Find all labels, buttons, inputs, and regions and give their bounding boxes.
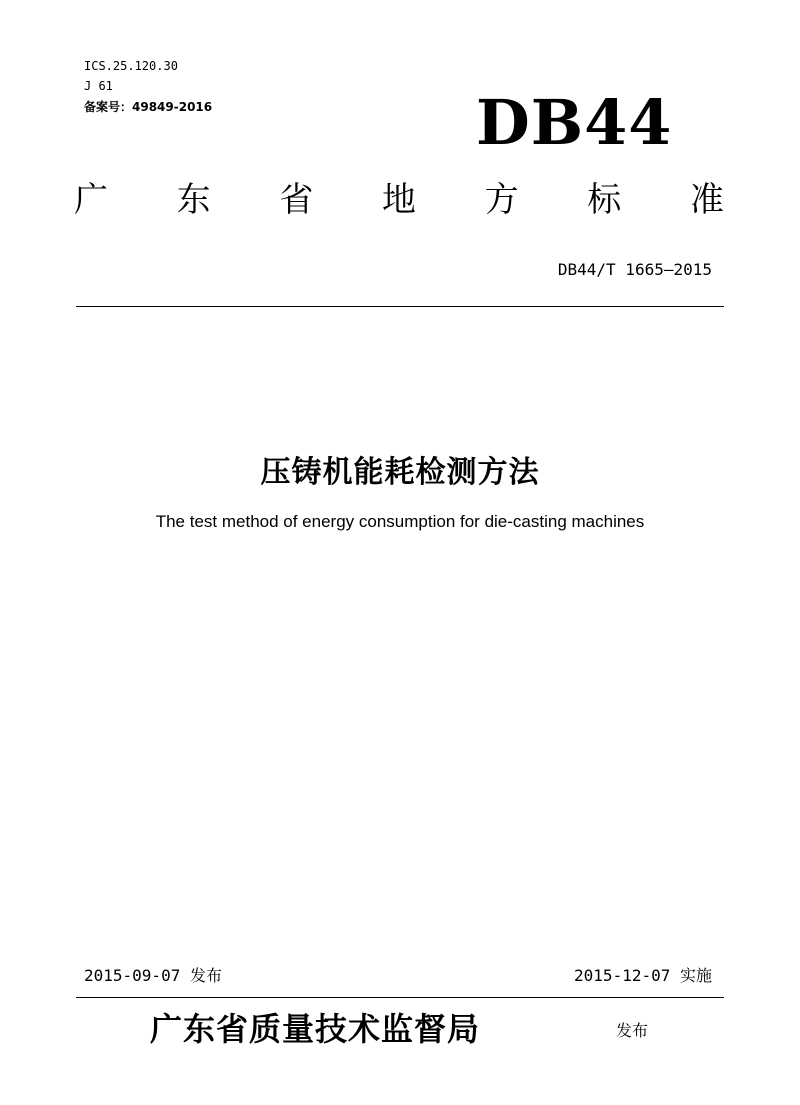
standard-number: DB44/T 1665—2015 <box>557 260 712 279</box>
standard-type-char: 东 <box>176 180 211 220</box>
publisher-name: 广东省质量技术监督局 <box>150 1010 481 1048</box>
standard-type-heading <box>74 180 724 220</box>
ics-code: ICS.25.120.30 <box>84 59 178 73</box>
implementation-date: 2015-12-07 实施 <box>574 966 712 985</box>
standard-type-char: 准 <box>689 180 724 220</box>
filing-number: 备案号：49849-2016 <box>84 100 213 114</box>
standard-type-char: 省 <box>279 180 314 220</box>
standard-type-char: 标 <box>587 180 622 220</box>
title-english: The test method of energy consumption for die-casting machines <box>155 512 645 531</box>
publish-label: 发布 <box>616 1021 649 1040</box>
title-chinese: 压铸机能耗检测方法 <box>260 455 540 490</box>
issue-date: 2015-09-07 发布 <box>84 966 222 985</box>
bottom-divider <box>76 997 724 998</box>
standard-type-char: 地 <box>381 180 416 220</box>
standard-type-char: 方 <box>484 180 519 220</box>
standard-logo: DB44 <box>476 86 673 159</box>
standard-type-char: 广 <box>74 180 108 220</box>
top-divider <box>76 306 724 307</box>
ccs-code: J 61 <box>84 79 113 93</box>
